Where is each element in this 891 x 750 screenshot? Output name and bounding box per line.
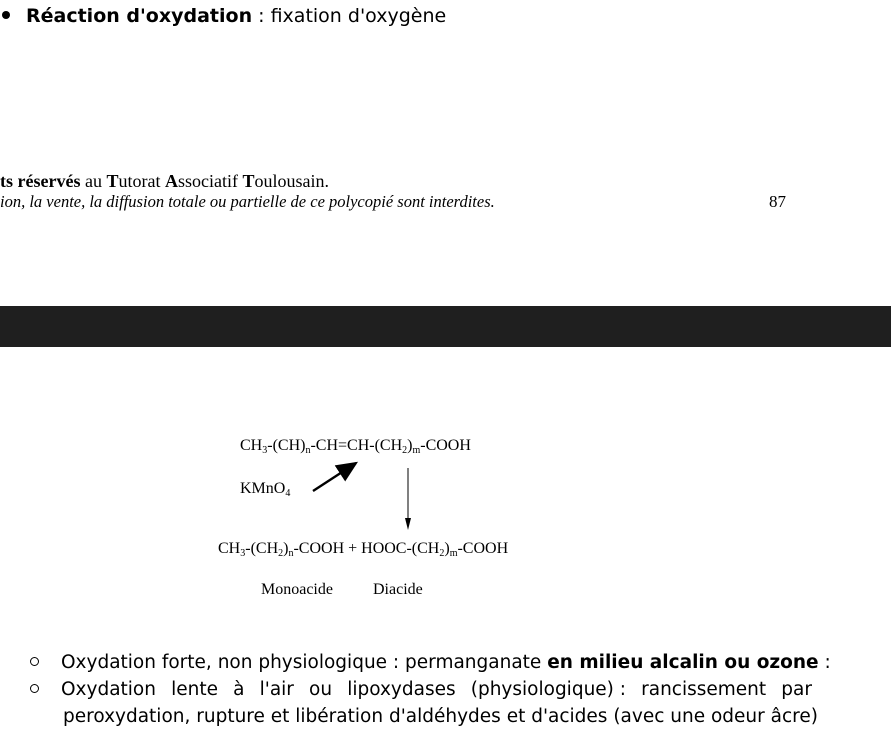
- footer-notice: ion, la vente, la diffusion totale ou partielle de ce polycopié sont interdites.: [0, 192, 495, 211]
- heading-rest: : fixation d'oxygène: [252, 5, 447, 27]
- label-diacide: Diacide: [373, 581, 423, 598]
- heading-bold: Réaction d'oxydation: [26, 5, 253, 27]
- sub-bullet-strong-oxidation: Oxydation forte, non physiologique : permanganate en milieu alcalin ou ozone :: [30, 652, 831, 673]
- products-formula: $CH_3-(CH_2)_n$-COOH + HOOC-$(CH_2)_m$-COOH: [218, 540, 509, 559]
- reactant-formula: $CH_3-(CH)_n-CH=CH-(CH_2)_m$-COOH: [240, 437, 471, 456]
- reagent-arrow-icon: [313, 463, 356, 491]
- footer-bold: A: [164, 171, 178, 191]
- page-number: 87: [769, 192, 786, 211]
- footer-text: oulousain.: [254, 171, 329, 191]
- sub-bullet-continuation: peroxydation, rupture et libération d'aldéhydes et d'acides (avec une odeur âcre): [63, 706, 818, 727]
- footer-text: utorat: [118, 171, 165, 191]
- sub-bullet-line: Oxydation lente à l'air ou lipoxydases (physiologique) : rancissement par: [61, 679, 812, 700]
- footer-bold: T: [106, 171, 119, 191]
- label-monoacide: Monoacide: [261, 581, 333, 598]
- footer-bold: ts réservés: [0, 171, 81, 191]
- reagent-formula: KMnO$_4$: [240, 480, 291, 499]
- footer-text: au: [80, 171, 107, 191]
- footer-text: ssociatif: [177, 171, 243, 191]
- footer-bold: T: [242, 171, 255, 191]
- down-arrowhead-icon: [405, 518, 411, 530]
- circle-bullet-icon: [30, 684, 39, 693]
- sub-bullet-slow-oxidation: [30, 679, 816, 700]
- circle-bullet-icon: [30, 657, 39, 666]
